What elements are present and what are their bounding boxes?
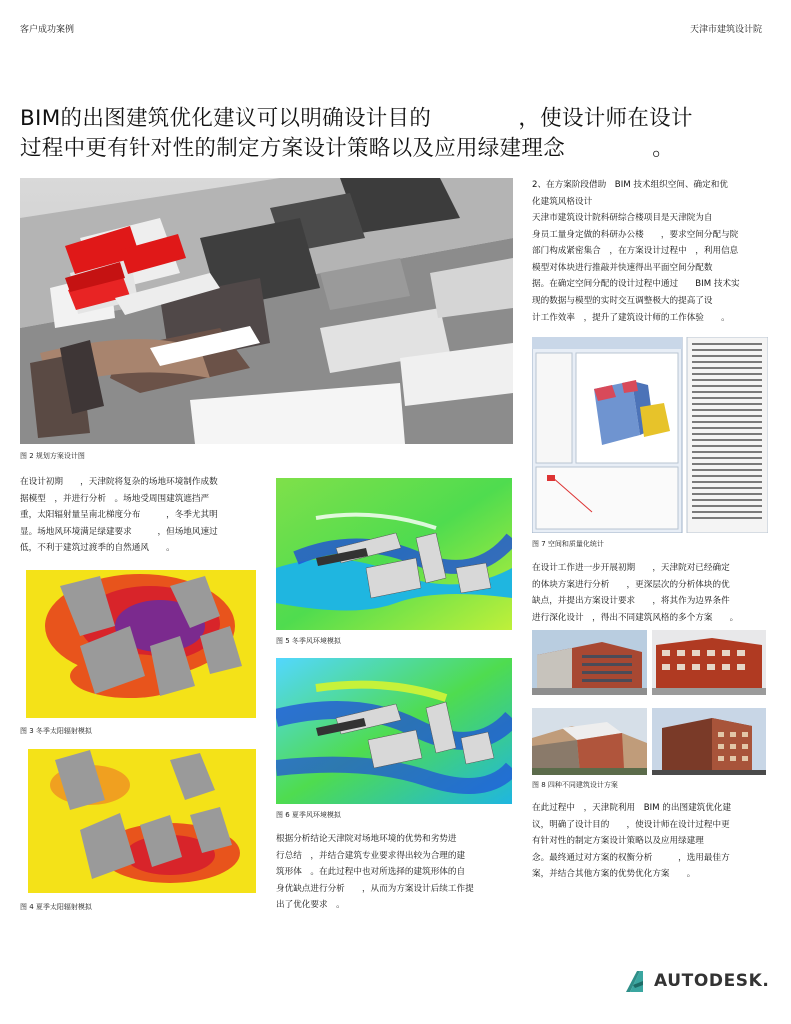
title-line-1: BIM的出图建筑优化建议可以明确设计目的 ，使设计师在设计 bbox=[20, 106, 693, 131]
figure-7-space-statistics bbox=[532, 337, 768, 533]
figure-8-scheme-2 bbox=[652, 630, 766, 695]
figure-5-winter-wind bbox=[276, 478, 512, 630]
massing-analysis-text: 根据分析结论天津院对场地环境的优势和劣势进 行总结 ，并结合建筑专业要求得出较为合理的建 筑形体 。在此过程中也对所选择的建筑形体的自 身优缺点进行分析 ，从而为方案设计后续工作提 出了优化要求 。 bbox=[276, 834, 474, 911]
figure-4-caption: 图 4 夏季太阳辐射模拟 bbox=[20, 903, 92, 911]
title-line-2: 过程中更有针对性的制定方案设计策略以及应用绿建理念 。 bbox=[20, 136, 675, 161]
section-2-text: 天津市建筑设计院科研综合楼项目是天津院为自 身员工量身定做的科研办公楼 ，要求空间分配与院 部门构成紧密集合 ，在方案设计过程中 ，利用信息 模型对体块进行推敲并快速得出平面空间分配数 据。在确定空间分配的设计过程中通过 BIM 技术实 现的数据与模型的实时交互调整极大的提高了设 计工作效率 ，提升了建筑设计师的工作体验 。 bbox=[532, 213, 740, 323]
figure-8-scheme-1 bbox=[532, 630, 647, 695]
conclusion-text: 在此过程中 ，天津院利用 BIM 的出图建筑优化建 议，明确了设计目的 ，使设计师在设计过程中更 有针对性的制定方案设计策略以及应用绿建理 念。最终通过对方案的权衡分析 ，选用最佳方 案，并结合其他方案的优势优化方案 。 bbox=[532, 803, 732, 880]
site-analysis-text: 在设计初期 ，天津院将复杂的场地环境制作成数 据模型 ，并进行分析 。场地受周围建筑遮挡严 重，太阳辐射量呈南北梯度分布 ，冬季尤其明 显。场地风环境满足绿建要求 ，但场地风速过 低，不利于建筑过渡季的自然通风 。 bbox=[20, 477, 218, 554]
figure-6-summer-wind bbox=[276, 658, 512, 804]
header-left: 客户成功案例 bbox=[20, 25, 75, 35]
figure-4-summer-solar bbox=[20, 745, 260, 895]
figure-2-caption: 图 2 规划方案设计图 bbox=[20, 452, 85, 460]
autodesk-logo-text: AUTODESK. bbox=[654, 971, 770, 991]
figure-8-scheme-3 bbox=[532, 708, 647, 775]
figure-6-caption: 图 6 夏季风环境模拟 bbox=[276, 811, 341, 819]
autodesk-logo-icon bbox=[626, 969, 650, 993]
figure-3-caption: 图 3 冬季太阳辐射模拟 bbox=[20, 727, 92, 735]
section-2-heading: 2、在方案阶段借助 BIM 技术组织空间、确定和优 化建筑风格设计 bbox=[532, 180, 728, 207]
autodesk-logo bbox=[626, 969, 770, 993]
scheme-deepening-text: 在设计工作进一步开展初期 ，天津院对已经确定 的体块方案进行分析 ，更深层次的分析体块的优 缺点，并提出方案设计要求 ，将其作为边界条件 进行深化设计 ，得出不同建筑风格的多个方案 。 bbox=[532, 563, 739, 623]
figure-2-planning-model bbox=[20, 178, 513, 444]
figure-7-caption: 图 7 空间和质量化统计 bbox=[532, 540, 604, 548]
figure-5-caption: 图 5 冬季风环境模拟 bbox=[276, 637, 341, 645]
figure-3-winter-solar bbox=[20, 566, 260, 720]
header-right: 天津市建筑设计院 bbox=[689, 25, 762, 35]
figure-8-scheme-4 bbox=[652, 708, 766, 775]
figure-8-caption: 图 8 四种不同建筑设计方案 bbox=[532, 781, 618, 789]
page-title bbox=[20, 104, 693, 164]
